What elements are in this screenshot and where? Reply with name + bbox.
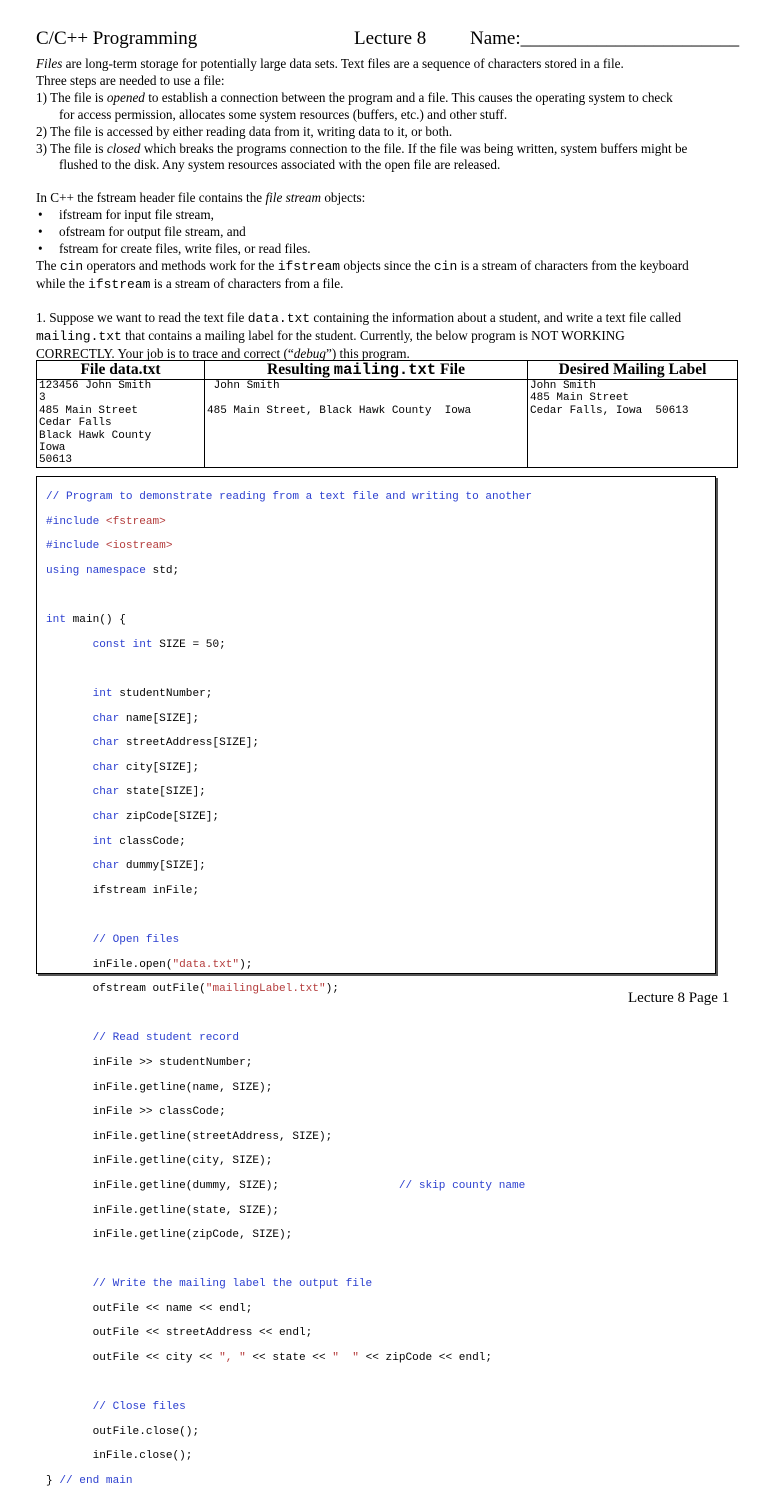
column-header-data-file: File data.txt [37,361,205,380]
code-listing [46,479,532,1500]
bullet-icon: • [38,241,43,257]
fstream-intro [36,190,741,207]
code-term: mailing.txt [36,328,122,344]
code-comment: // Read student record [46,1032,240,1045]
code-line: int classCode; [46,835,186,848]
text: that contains a mailing label for the student. Currently, the below program is NOT WORKING [121,327,625,343]
text: is a stream of characters from the keyboard [457,257,689,273]
header-text: Resulting [267,361,334,378]
code-line: char zipCode[SIZE]; [46,811,220,824]
course-title: C/C++ Programming [36,28,198,49]
question-line-2 [36,328,741,346]
code-line: inFile.getline(dummy, SIZE); // skip county name [46,1179,526,1192]
page-footer: Lecture 8 Page 1 [628,990,730,1006]
code-line: char city[SIZE]; [46,761,200,774]
code-line: inFile.open("data.txt"); [46,958,253,971]
bullet-item-ifstream [36,207,741,224]
code-line: inFile >> classCode; [46,1106,226,1119]
bullet-text: ifstream for input file stream, [59,207,214,223]
code-line: const int SIZE = 50; [46,638,226,651]
code-line: outFile << city << ", " << state << " " << zipCode << endl; [46,1352,493,1365]
code-term: cin [59,258,84,274]
step-1 [36,90,741,107]
column-header-desired-label: Desired Mailing Label [528,361,738,380]
code-line: inFile.getline(name, SIZE); [46,1081,273,1094]
text: 1. Suppose we want to read the text file [36,309,248,325]
debug-term: debug [293,345,326,361]
text: ”) this program. [325,345,410,361]
intro-text [36,56,741,363]
code-line: inFile.getline(city, SIZE); [46,1155,273,1168]
opened-term: opened [106,89,145,105]
table-row [37,380,738,468]
code-term: ifstream [277,258,341,274]
code-term: data.txt [247,310,311,326]
code-line: char name[SIZE]; [46,712,200,725]
code-line: inFile.close(); [46,1450,193,1463]
step-2: 2) The file is accessed by either reading data from it, writing data to it, or both. [36,123,453,139]
code-line: ofstream outFile("mailingLabel.txt"); [46,983,339,996]
files-table [36,360,738,468]
lecture-number: Lecture 8 [354,28,427,49]
code-line: #include <iostream> [46,540,173,553]
bullet-item-ofstream [36,224,741,241]
code-comment: // Close files [46,1401,186,1414]
code-line: outFile << streetAddress << endl; [46,1327,313,1340]
desired-label-contents: John Smith 485 Main Street Cedar Falls, Iowa 50613 [528,380,738,468]
step-1-text: to establish a connection between the program and a file. This causes the operating system to check [144,89,673,105]
bullet-text: ofstream for output file stream, and [59,224,246,240]
step-3-prefix: 3) The file is [36,140,107,156]
table-header-row [37,361,738,380]
text: operators and methods work for the [83,257,278,273]
three-steps-intro: Three steps are needed to use a file: [36,72,225,88]
files-definition-text: are long-term storage for potentially large data sets. Text files are a sequence of characters stored in a file. [62,56,624,71]
code-line: #include <fstream> [46,515,166,528]
code-line: int studentNumber; [46,688,213,701]
code-comment: // Open files [46,933,180,946]
code-line: inFile >> studentNumber; [46,1056,253,1069]
code-line: inFile.getline(zipCode, SIZE); [46,1229,293,1242]
step-1-prefix: 1) The file is [36,89,107,105]
bullet-icon: • [38,207,43,223]
text: objects since the [340,257,434,273]
header-text: File [436,361,465,378]
code-line: char state[SIZE]; [46,786,206,799]
code-line: inFile.getline(streetAddress, SIZE); [46,1130,333,1143]
column-header-resulting-file [205,361,528,380]
text: The [36,257,60,273]
fstream-intro-text: In C++ the fstream header file contains the [36,190,266,206]
resulting-file-contents: John Smith 485 Main Street, Black Hawk County Iowa [205,380,528,468]
name-field-label: Name:_______________________ [470,28,740,49]
code-line: // Program to demonstrate reading from a text file and writing to another [46,491,532,504]
cin-paragraph-line-1 [36,258,741,276]
code-line: outFile.close(); [46,1425,200,1438]
closed-term: closed [106,140,141,156]
header-code-term: mailing.txt [333,361,437,379]
code-term: cin [433,258,458,274]
code-term: ifstream [88,276,151,292]
code-line: using namespace std; [46,565,180,578]
code-line: inFile.getline(state, SIZE); [46,1204,280,1217]
data-file-contents: 123456 John Smith 3 485 Main Street Cedar Falls Black Hawk County Iowa 50613 [37,380,205,468]
bullet-text: fstream for create files, write files, or read files. [59,241,311,257]
code-line: ifstream inFile; [46,884,200,897]
step-3 [36,141,741,158]
text: containing the information about a student, and write a text file called [310,309,682,325]
text: while the [36,275,89,291]
code-comment: // Write the mailing label the output file [46,1278,373,1291]
code-line: outFile << name << endl; [46,1302,253,1315]
code-line: char dummy[SIZE]; [46,860,206,873]
step-1-continued: for access permission, allocates some system resources (buffers, etc.) and other stuff. [59,106,508,122]
code-line: } // end main [46,1475,133,1488]
fstream-intro-end: objects: [321,190,366,206]
code-line: char streetAddress[SIZE]; [46,737,260,750]
bullet-icon: • [38,224,43,240]
page-header [36,28,740,54]
text: CORRECTLY. Your job is to trace and correct (“ [36,345,294,361]
text: is a stream of characters from a file. [150,275,344,291]
files-term: Files [36,56,63,71]
files-definition [36,56,741,73]
step-3-continued: flushed to the disk. Any system resources associated with the open file are released. [59,157,501,173]
question-line-1 [36,310,741,328]
code-line: int main() { [46,614,126,627]
step-3-text: which breaks the programs connection to the file. If the file was being written, system buffers might be [140,140,688,156]
cin-paragraph-line-2 [36,276,741,294]
bullet-item-fstream [36,241,741,258]
file-stream-term: file stream [265,190,322,206]
